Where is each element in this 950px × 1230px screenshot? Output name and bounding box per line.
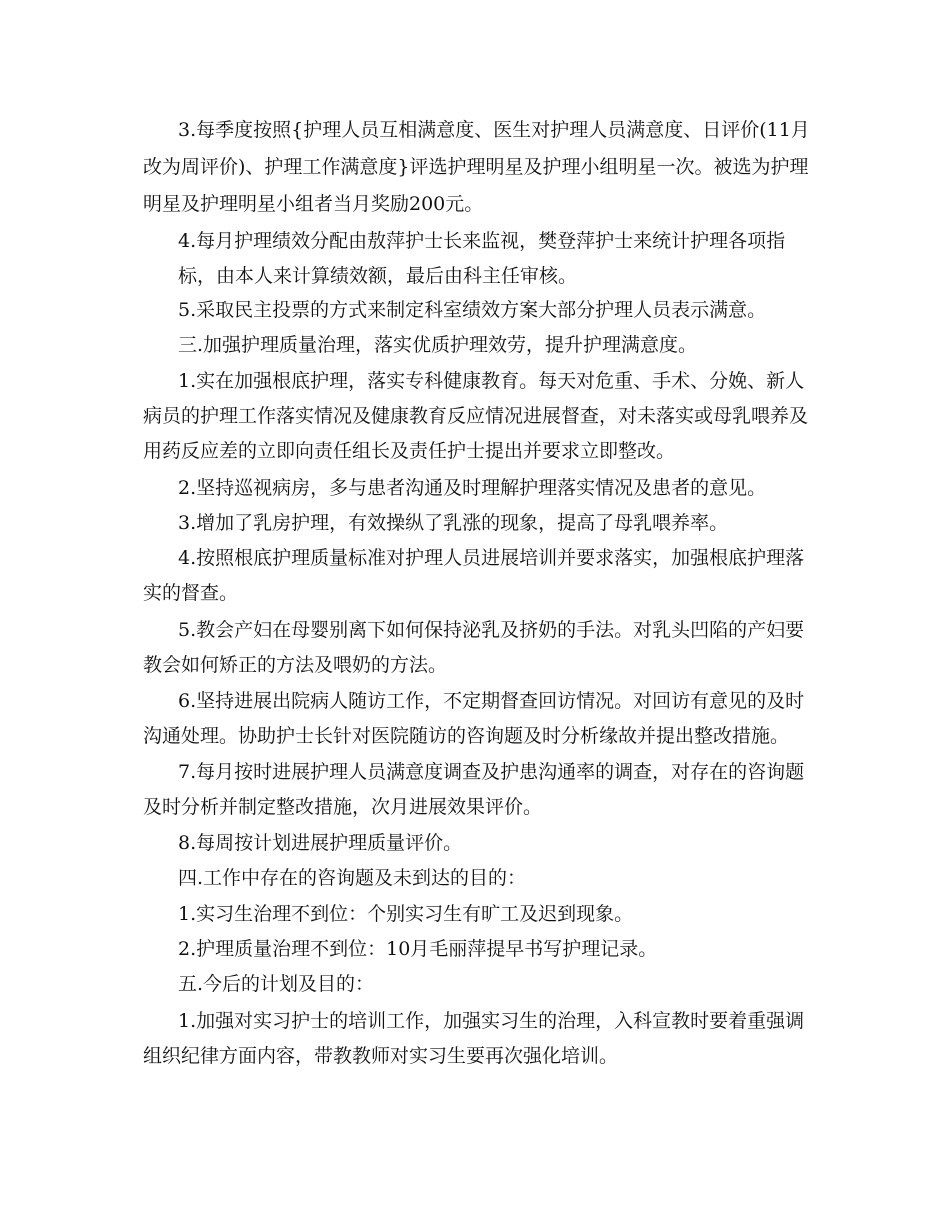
section-heading: 三.加强护理质量治理，落实优质护理效劳，提升护理满意度。 [178,334,698,356]
text-line: 沟通处理。协助护士长针对医院随访的咨询题及时分析缘故并提出整改措施。 [143,725,790,747]
text-line: 病员的护理工作落实情况及健康教育反应情况进展督查，对未落实或母乳喂养及 [143,405,809,427]
text-line: 组织纪律方面内容，带教教师对实习生要再次强化培训。 [143,1045,619,1067]
text-line: 8.每周按计划进展护理质量评价。 [178,832,463,854]
text-line: 4.按照根底护理质量标准对护理人员进展培训并要求落实，加强根底护理落 [178,547,805,569]
text-line: 7.每月按时进展护理人员满意度调查及护患沟通率的调查，对存在的咨询题 [178,761,805,783]
text-line: 3.增加了乳房护理，有效操纵了乳涨的现象，提高了母乳喂养率。 [178,512,729,534]
text-line: 5.教会产妇在母婴别离下如何保持泌乳及挤奶的手法。对乳头凹陷的产妇要 [178,619,805,641]
section-heading: 五.今后的计划及目的： [178,973,375,995]
text-line: 1.实在加强根底护理，落实专科健康教育。每天对危重、手术、分娩、新人 [178,370,805,392]
text-line: 1.加强对实习护士的培训工作，加强实习生的治理，入科宣教时要着重强调 [178,1010,805,1032]
text-line: 3.每季度按照{护理人员互相满意度、医生对护理人员满意度、日评价(11月 [178,119,810,141]
text-line: 6.坚持进展出院病人随访工作，不定期督查回访情况。对回访有意见的及时 [178,690,805,712]
text-line: 明星及护理明星小组者当月奖励200元。 [143,193,484,215]
text-line: 5.采取民主投票的方式来制定科室绩效方案大部分护理人员表示满意。 [178,299,767,321]
section-heading: 四.工作中存在的咨询题及未到达的目的： [178,867,527,889]
text-line: 标，由本人来计算绩效额，最后由科主任审核。 [178,265,578,287]
text-line: 2.护理质量治理不到位：10月毛丽萍提早书写护理记录。 [178,938,658,960]
text-line: 实的督查。 [143,582,239,604]
text-line: 2.坚持巡视病房，多与患者沟通及时理解护理落实情况及患者的意见。 [178,477,767,499]
text-line: 4.每月护理绩效分配由敖萍护士长来监视，樊登萍护士来统计护理各项指 [178,230,786,252]
text-line: 用药反应差的立即向责任组长及责任护士提出并要求立即整改。 [143,440,676,462]
text-line: 及时分析并制定整改措施，次月进展效果评价。 [143,796,543,818]
text-line: 改为周评价)、护理工作满意度}评选护理明星及护理小组明星一次。被选为护理 [143,156,809,178]
text-line: 教会如何矫正的方法及喂奶的方法。 [143,654,448,676]
text-line: 1.实习生治理不到位：个别实习生有旷工及迟到现象。 [178,903,634,925]
